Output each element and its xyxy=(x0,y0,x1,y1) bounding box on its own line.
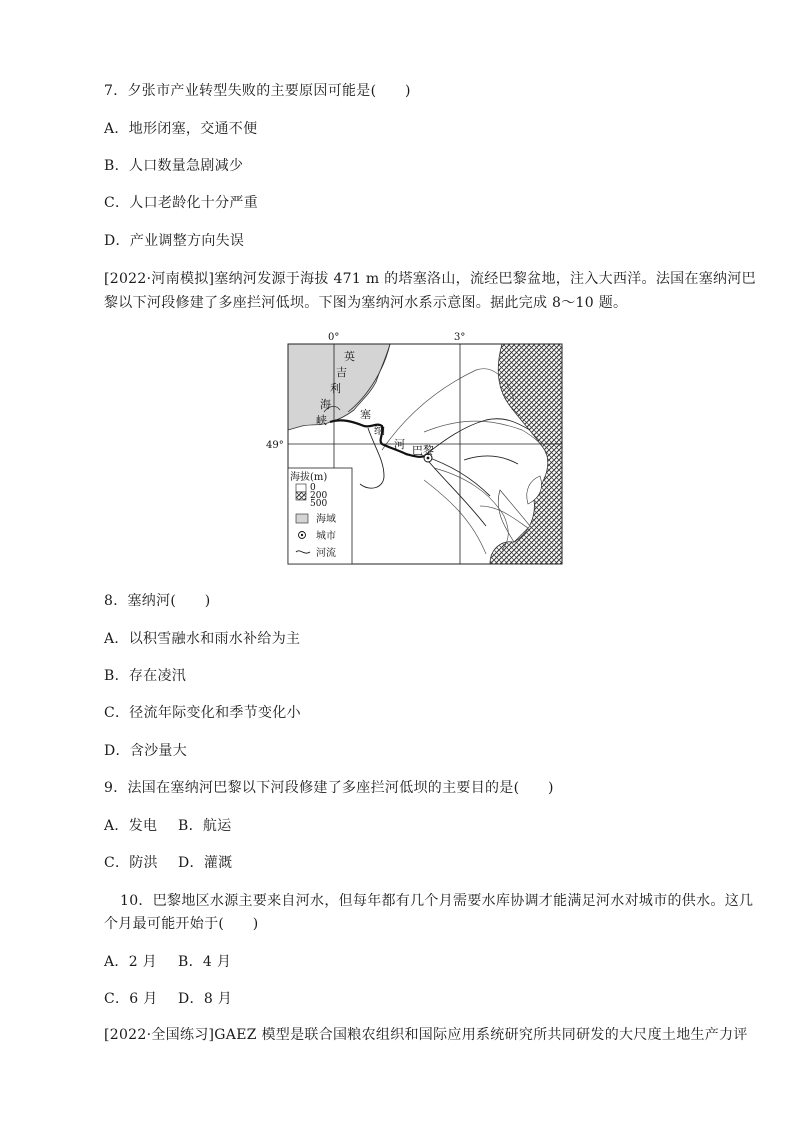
q10-option-c: C．6 月 xyxy=(104,991,158,1007)
strait-char-2: 吉 xyxy=(336,366,347,379)
q9-option-c: C．防洪 xyxy=(104,855,158,871)
q10-stem-line-1: 10．巴黎地区水源主要来自河水，但每年都有几个月需要水库协调才能满足河水对城市的供水。这几 xyxy=(120,893,754,909)
q7-option-d: D．产业调整方向失误 xyxy=(104,233,245,249)
q9-option-b: B．航运 xyxy=(178,818,232,834)
intro-line-1: [2022·河南模拟]塞纳河发源于海拔 471 m 的塔塞洛山，流经巴黎盆地，注入大西洋。法国在塞纳河巴 xyxy=(104,271,756,287)
legend-river: 河流 xyxy=(316,548,336,559)
q7-stem: 7．夕张市产业转型失败的主要原因可能是( ) xyxy=(104,83,411,99)
label-lat-49: 49° xyxy=(266,440,284,451)
q8-option-c: C．径流年际变化和季节变化小 xyxy=(104,705,301,721)
q10-option-b: B．4 月 xyxy=(178,954,232,970)
q10-option-a: A．2 月 xyxy=(104,954,157,970)
legend-sea: 海域 xyxy=(316,514,336,525)
legend-level-200: 200 xyxy=(310,491,328,501)
river-char-1: 塞 xyxy=(360,408,371,421)
strait-char-4: 海 xyxy=(320,398,331,411)
next-intro-line: [2022·全国练习]GAEZ 模型是联合国粮农组织和国际应用系统研究所共同研发的大尺度土地生产力评 xyxy=(104,1027,748,1043)
q9-option-a: A．发电 xyxy=(104,818,158,834)
strait-char-1: 英 xyxy=(344,350,355,363)
seine-map xyxy=(264,330,564,566)
legend-city: 城市 xyxy=(316,531,336,542)
map-legend xyxy=(288,468,352,564)
highland-500m xyxy=(490,344,562,564)
river-char-3: 河 xyxy=(394,438,405,451)
intro-line-2: 黎以下河段修建了多座拦河低坝。下图为塞纳河水系示意图。据此完成 8～10 题。 xyxy=(104,295,628,311)
q10-option-d: D．8 月 xyxy=(178,991,233,1007)
legend-title: 海拔(m) xyxy=(290,472,328,483)
q8-option-d: D．含沙量大 xyxy=(104,743,188,759)
legend-level-500: 500 xyxy=(310,499,328,509)
city-label: 巴黎 xyxy=(412,444,434,457)
strait-char-5: 峡 xyxy=(316,414,327,427)
label-lon-0: 0° xyxy=(328,332,340,343)
q7-option-b: B．人口数量急剧减少 xyxy=(104,158,244,174)
legend-sea-swatch xyxy=(296,514,308,523)
river-char-2: 纳 xyxy=(374,424,385,437)
strait-char-3: 利 xyxy=(330,382,341,395)
tributary-river xyxy=(424,419,530,456)
legend-level-0: 0 xyxy=(310,483,316,493)
q8-option-a: A．以积雪融水和雨水补给为主 xyxy=(104,631,301,647)
q9-stem: 9．法国在塞纳河巴黎以下河段修建了多座拦河低坝的主要目的是( ) xyxy=(104,780,554,796)
q9-option-d: D．灌溉 xyxy=(178,855,233,871)
q8-option-b: B．存在凌汛 xyxy=(104,668,187,684)
q7-option-c: C．人口老龄化十分严重 xyxy=(104,195,259,211)
q7-option-a: A．地形闭塞，交通不便 xyxy=(104,121,258,137)
q8-stem: 8．塞纳河( ) xyxy=(104,593,211,609)
label-lon-3: 3° xyxy=(454,332,466,343)
q10-stem-line-2: 个月最可能开始于( ) xyxy=(104,916,259,932)
